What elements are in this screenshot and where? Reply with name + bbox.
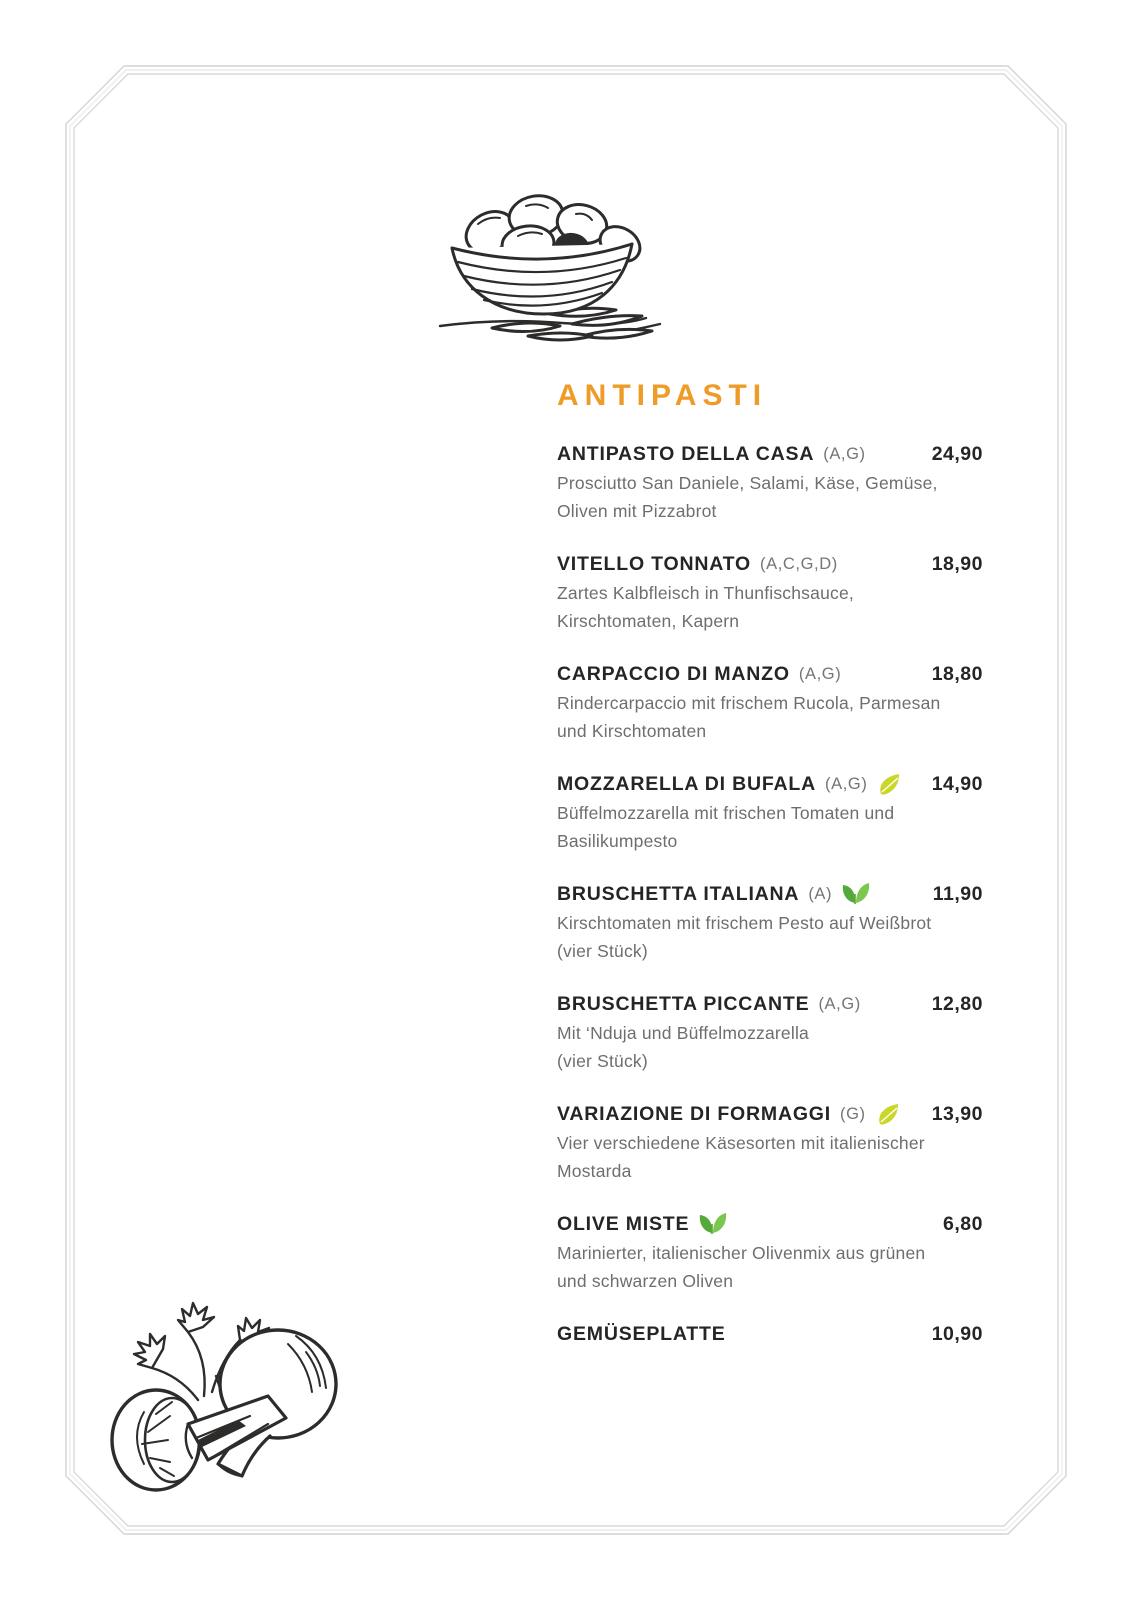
menu-item-header	[557, 881, 983, 907]
item-name: OLIVE MISTE	[557, 1213, 690, 1235]
section-heading: ANTIPASTI	[557, 379, 768, 412]
item-name: VITELLO TONNATO	[557, 553, 752, 575]
item-description: Prosciutto San Daniele, Salami, Käse, Gemüse, Oliven mit Pizzabrot	[557, 473, 938, 521]
menu-item-header	[557, 991, 983, 1017]
item-allergen-codes: (A,G)	[798, 665, 842, 683]
item-description: Marinierter, italienischer Olivenmix aus grünen und schwarzen Oliven	[557, 1243, 926, 1291]
menu-item-header	[557, 441, 983, 467]
item-name: ANTIPASTO DELLA CASA	[557, 443, 815, 465]
vegan-leaves-icon	[698, 1212, 728, 1236]
item-price: 18,80	[931, 663, 983, 685]
menu-item	[557, 1211, 983, 1295]
menu-item	[557, 551, 983, 635]
item-price: 10,90	[931, 1323, 983, 1345]
menu-item-header	[557, 1211, 983, 1237]
item-description: Kirschtomaten mit frischem Pesto auf Weißbrot (vier Stück)	[557, 913, 932, 961]
menu-item-header	[557, 1101, 983, 1127]
item-name: MOZZARELLA DI BUFALA	[557, 773, 816, 795]
item-allergen-codes: (G)	[840, 1105, 866, 1123]
menu-item	[557, 771, 983, 855]
item-name: BRUSCHETTA PICCANTE	[557, 993, 810, 1015]
menu-items-list	[557, 441, 983, 1347]
item-price: 11,90	[932, 883, 983, 905]
item-price: 14,90	[931, 773, 983, 795]
item-description: Büffelmozzarella mit frischen Tomaten und Basilikumpesto	[557, 803, 895, 851]
menu-item	[557, 441, 983, 525]
vegan-leaves-icon	[841, 882, 871, 906]
menu-item	[557, 1321, 983, 1347]
item-allergen-codes: (A,G)	[825, 775, 868, 793]
menu-item	[557, 661, 983, 745]
item-allergen-codes: (A,G)	[823, 445, 866, 463]
item-name: BRUSCHETTA ITALIANA	[557, 883, 800, 905]
item-price: 13,90	[931, 1103, 983, 1125]
mushroom-illustration	[100, 1292, 352, 1506]
menu-item-header	[557, 551, 983, 577]
menu-item	[557, 991, 983, 1075]
item-name: VARIAZIONE DI FORMAGGI	[557, 1103, 831, 1125]
item-price: 18,90	[931, 553, 983, 575]
item-name: GEMÜSEPLATTE	[557, 1323, 726, 1345]
vegetarian-leaf-icon	[876, 773, 904, 795]
item-allergen-codes: (A,G)	[818, 995, 861, 1013]
menu-item-header	[557, 1321, 983, 1347]
vegetarian-leaf-icon	[875, 1103, 903, 1125]
menu-item-header	[557, 771, 983, 797]
menu-item-header	[557, 661, 983, 687]
item-allergen-codes: (A)	[808, 885, 833, 903]
item-description: Zartes Kalbfleisch in Thunfischsauce, Kirschtomaten, Kapern	[557, 583, 854, 631]
olive-bowl-illustration	[432, 186, 672, 348]
item-allergen-codes: (A,C,G,D)	[760, 555, 838, 573]
item-price: 12,80	[931, 993, 983, 1015]
item-description: Rindercarpaccio mit frischem Rucola, Parmesan und Kirschtomaten	[557, 693, 941, 741]
menu-item	[557, 881, 983, 965]
item-description: Mit ‘Nduja und Büffelmozzarella (vier Stück)	[557, 1023, 809, 1071]
menu-item	[557, 1101, 983, 1185]
item-price: 6,80	[943, 1213, 983, 1235]
item-name: CARPACCIO DI MANZO	[557, 663, 790, 685]
menu-section-antipasti	[557, 378, 983, 1373]
item-description: Vier verschiedene Käsesorten mit italienischer Mostarda	[557, 1133, 925, 1181]
item-price: 24,90	[931, 443, 983, 465]
